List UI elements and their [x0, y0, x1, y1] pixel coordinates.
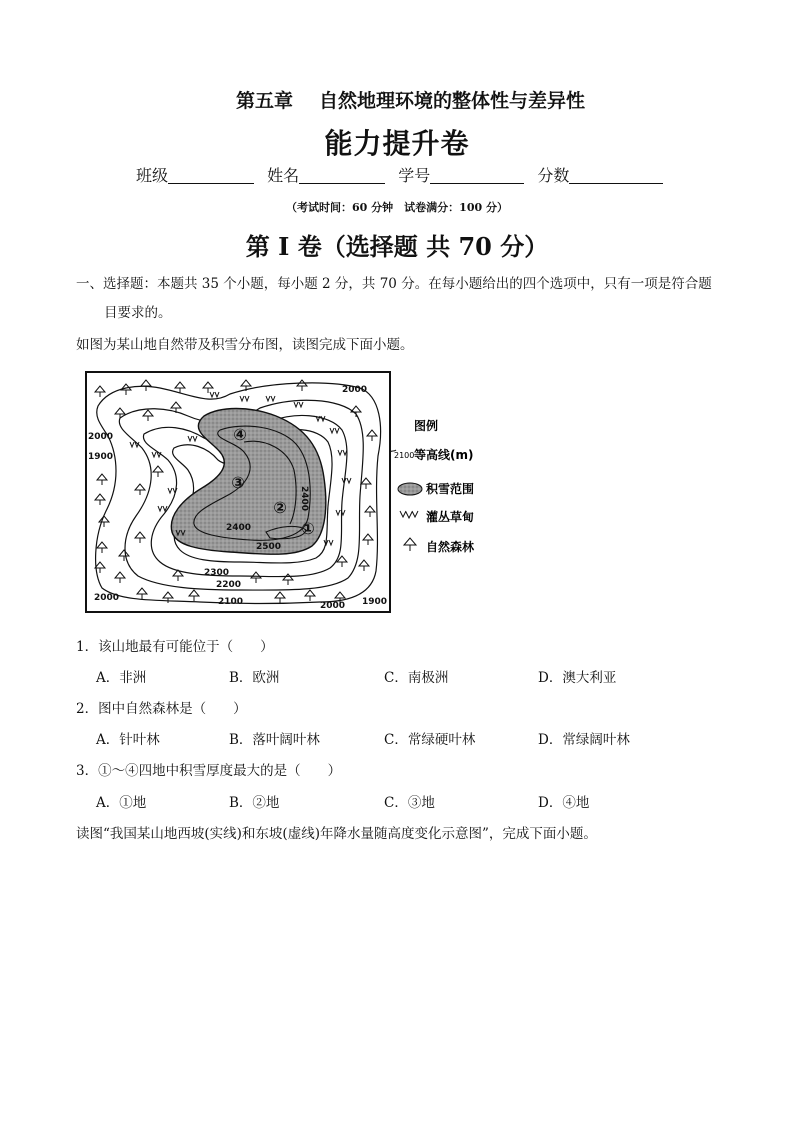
mountain-map-figure [80, 366, 520, 616]
score-label: 分数 [537, 166, 570, 185]
marker-1: ① [301, 519, 315, 538]
chapter-subject: 自然地理环境的整体性与差异性 [319, 90, 586, 112]
contour-label: 2100 [218, 597, 244, 607]
option-c[interactable]: C．③地 [384, 795, 435, 811]
tree-legend-icon [404, 538, 416, 551]
next-question-intro: 读图“我国某山地西坡(实线)和东坡(虚线)年降水量随高度变化示意图”，完成下面小题。 [76, 826, 597, 842]
option-d[interactable]: D．常绿阔叶林 [538, 732, 630, 748]
option-b[interactable]: B．落叶阔叶林 [229, 732, 320, 748]
option-a[interactable]: A．①地 [96, 795, 147, 811]
contour-label: 2000 [94, 593, 120, 603]
legend-title: 图例 [414, 419, 439, 433]
student-id-label: 学号 [398, 166, 431, 185]
contour-label: 2200 [216, 580, 242, 590]
marker-3: ③ [231, 473, 245, 492]
class-label: 班级 [136, 166, 169, 185]
name-label: 姓名 [267, 166, 300, 185]
contour-label: 2500 [256, 542, 282, 552]
student-info-row [136, 163, 671, 186]
snow-swatch-icon [398, 483, 422, 495]
legend-snow: 积雪范围 [426, 482, 475, 496]
option-b[interactable]: B．欧洲 [229, 670, 280, 686]
option-c[interactable]: C．常绿硬叶林 [384, 732, 476, 748]
option-a[interactable]: A．非洲 [96, 670, 147, 686]
chapter-heading [236, 86, 585, 113]
option-a[interactable]: A．针叶林 [96, 732, 160, 748]
chapter-number: 第五章 [236, 90, 294, 112]
question-2-stem: 2．图中自然森林是（ ） [76, 701, 247, 717]
option-c[interactable]: C．南极洲 [384, 670, 449, 686]
score-blank [569, 167, 663, 184]
question-1-stem: 1．该山地最有可能位于（ ） [76, 639, 274, 655]
shrub-legend-icon [400, 511, 418, 518]
marker-2: ② [273, 498, 287, 517]
contour-label: 1900 [362, 597, 388, 607]
question-intro: 如图为某山地自然带及积雪分布图，读图完成下面小题。 [76, 337, 414, 353]
map-legend [390, 418, 475, 554]
legend-contour-sample: 2100 [394, 451, 415, 460]
class-blank [168, 167, 254, 184]
legend-shrub: 灌丛草甸 [426, 510, 475, 524]
legend-forest: 自然森林 [426, 540, 475, 554]
instruction-line-1: 一、选择题：本题共 35 个小题，每小题 2 分，共 70 分。在每小题给出的四个选项中，只有一项是符合题 [76, 276, 712, 292]
section-title: 第 I 卷（选择题 共 70 分） [245, 232, 549, 261]
instruction-line-2: 目要求的。 [104, 305, 172, 321]
student-id-blank [430, 167, 524, 184]
option-d[interactable]: D．澳大利亚 [538, 670, 617, 686]
contour-label: 2000 [88, 432, 114, 442]
legend-contour: 等高线(m) [414, 448, 474, 462]
marker-4: ④ [233, 425, 247, 444]
contour-label: 2000 [320, 601, 346, 611]
contour-label: 2300 [204, 568, 230, 578]
paper-title: 能力提升卷 [324, 127, 470, 160]
contour-label: 2400 [299, 486, 309, 512]
contour-label: 1900 [88, 452, 114, 462]
contour-label: 2000 [342, 385, 368, 395]
option-b[interactable]: B．②地 [229, 795, 280, 811]
question-3-stem: 3．①～④四地中积雪厚度最大的是（ ） [76, 763, 342, 779]
option-d[interactable]: D．④地 [538, 795, 590, 811]
name-blank [299, 167, 385, 184]
contour-label: 2400 [226, 523, 252, 533]
exam-time-info: （考试时间：60 分钟 试卷满分：100 分） [286, 201, 508, 214]
